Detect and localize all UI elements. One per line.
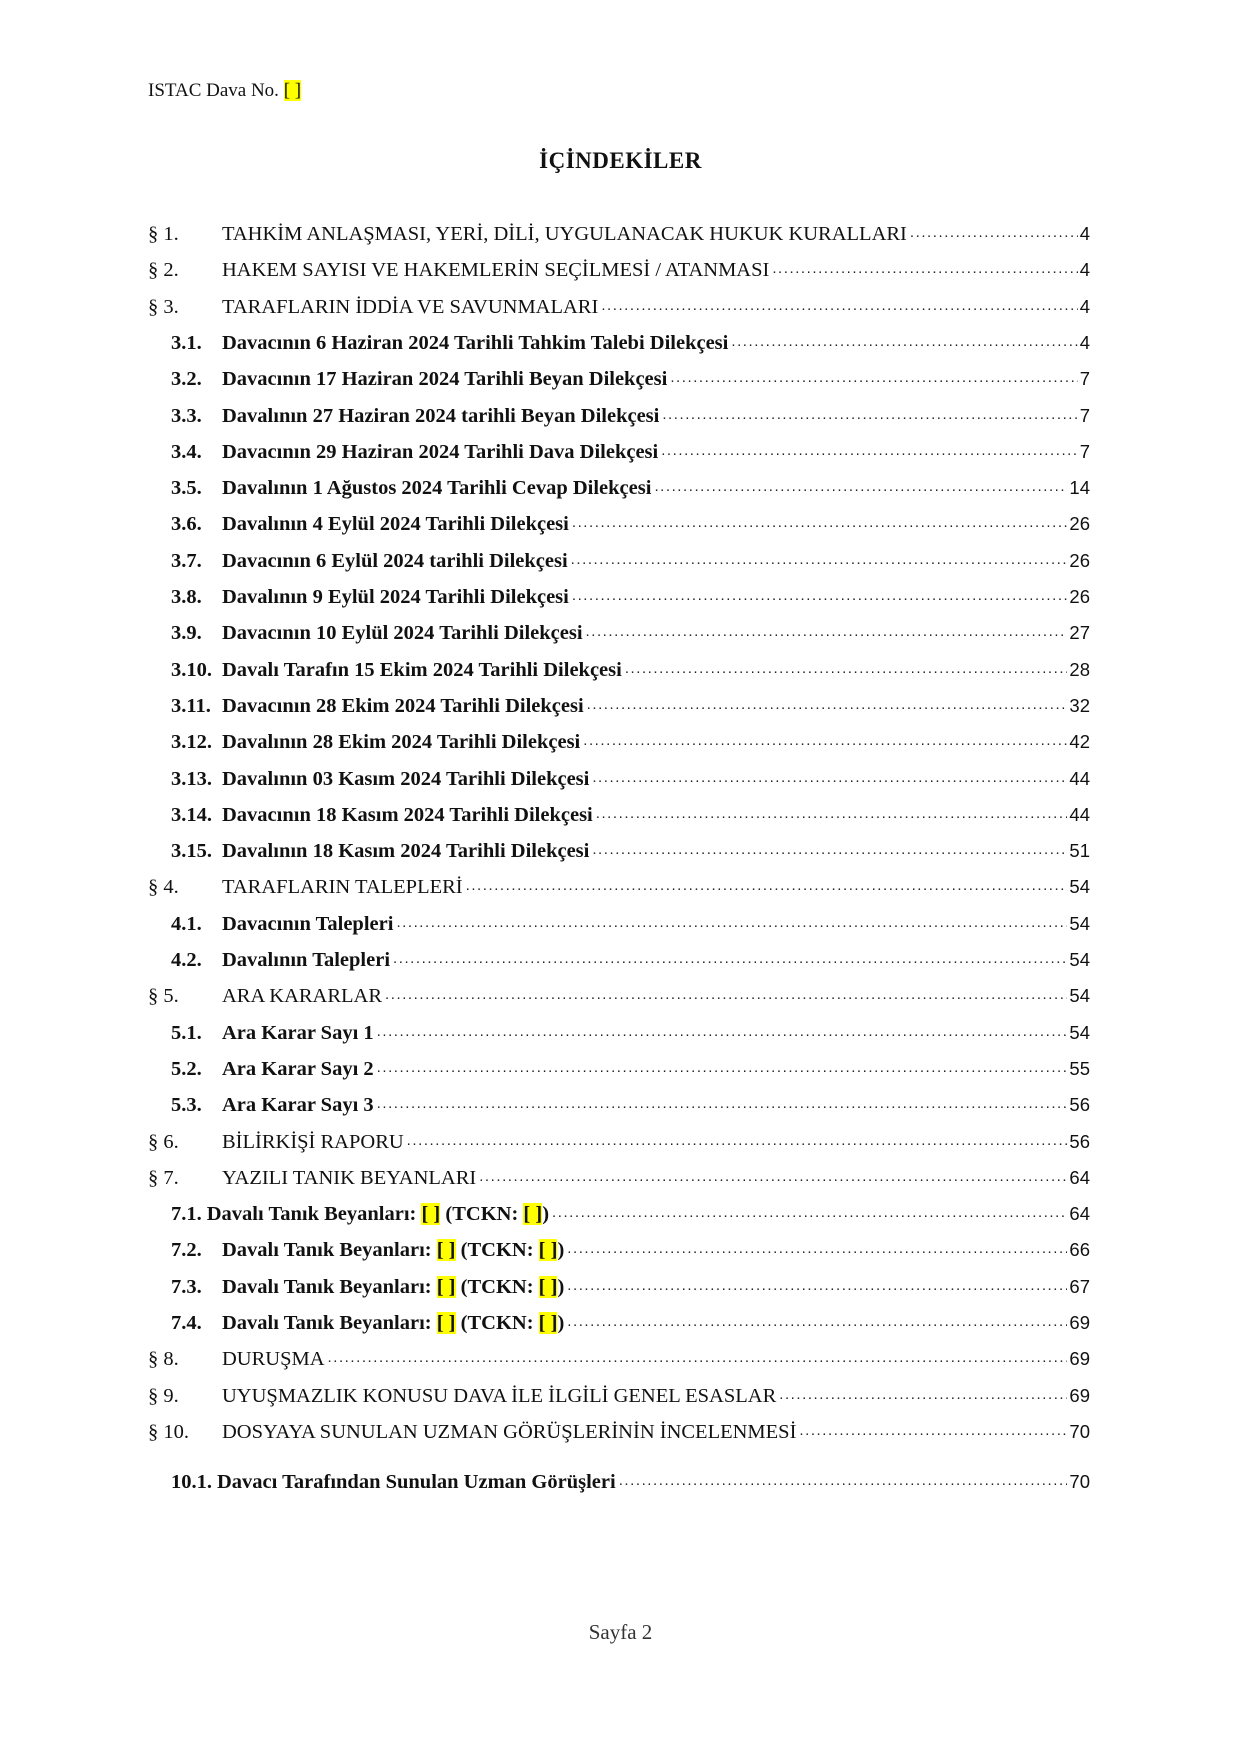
toc-entry-title: Davalının 4 Eylül 2024 Tarihli Dilekçesi xyxy=(222,513,569,536)
toc-entry[interactable] xyxy=(148,1196,1090,1226)
witness-label: Davalı Tanık Beyanları: xyxy=(206,1203,417,1226)
toc-entry-title: Davacı Tarafından Sunulan Uzman Görüşleri xyxy=(217,1471,616,1494)
toc-entry[interactable] xyxy=(148,833,1090,863)
toc-page-number: 26 xyxy=(1069,549,1090,571)
toc-entry-title: ARA KARARLAR xyxy=(222,985,383,1008)
toc-entry[interactable] xyxy=(148,216,1090,246)
toc-page-number: 26 xyxy=(1069,513,1090,535)
toc-entry-number: 3.7. xyxy=(171,549,202,572)
toc-page-number: 64 xyxy=(1069,1203,1090,1225)
toc-entry-number: 3.2. xyxy=(171,368,202,391)
toc-entry-title: Davalının Talepleri xyxy=(222,949,391,971)
toc-dot-leader xyxy=(572,586,1068,609)
case-number-placeholder[interactable]: [ ] xyxy=(283,80,302,101)
toc-dot-leader xyxy=(586,622,1068,645)
toc-entry[interactable] xyxy=(148,978,1090,1008)
toc-page-number: 7 xyxy=(1079,368,1090,390)
toc-entry[interactable] xyxy=(148,1305,1090,1335)
toc-entry[interactable] xyxy=(148,434,1090,464)
toc-entry[interactable] xyxy=(148,1464,1090,1494)
toc-page-number: 7 xyxy=(1079,404,1090,426)
toc-entry[interactable] xyxy=(148,869,1090,899)
toc-entry[interactable] xyxy=(148,761,1090,791)
toc-entry-number: 3.14. xyxy=(171,803,212,826)
toc-entry-title: Ara Karar Sayı 1 xyxy=(222,1021,374,1044)
toc-entry-title: Davacının 6 Eylül 2024 tarihli Dilekçesi xyxy=(222,549,568,572)
toc-page-number: 42 xyxy=(1069,731,1090,753)
witness-label: Davalı Tanık Beyanları: xyxy=(222,1312,432,1334)
toc-dot-leader xyxy=(466,876,1068,899)
toc-page-number: 69 xyxy=(1069,1312,1090,1333)
toc-entry-number: § 2. xyxy=(148,259,179,282)
toc-entry-number: § 6. xyxy=(148,1130,179,1153)
toc-entry-number: 7.1. xyxy=(171,1203,202,1226)
toc-page-number: 66 xyxy=(1069,1239,1090,1261)
toc-entry-number: 4.1. xyxy=(171,912,202,935)
toc-entry-title xyxy=(222,1239,564,1262)
toc-entry[interactable] xyxy=(148,1232,1090,1262)
toc-dot-leader xyxy=(377,1022,1068,1045)
toc-entry[interactable] xyxy=(148,688,1090,718)
toc-entry-title: DURUŞMA xyxy=(222,1348,325,1371)
toc-page-number: 56 xyxy=(1069,1130,1090,1152)
toc-dot-leader xyxy=(910,223,1078,246)
tckn-label: (TCKN: xyxy=(460,1275,534,1298)
toc-entry[interactable] xyxy=(148,724,1090,754)
toc-page-number: 44 xyxy=(1069,767,1090,789)
toc-entry-title: YAZILI TANIK BEYANLARI xyxy=(222,1166,477,1189)
toc-dot-leader xyxy=(592,768,1067,791)
toc-dot-leader xyxy=(479,1167,1067,1190)
toc-page-number: 70 xyxy=(1069,1471,1090,1493)
toc-dot-leader xyxy=(572,513,1068,536)
toc-entry-title: Davalının 18 Kasım 2024 Tarihli Dilekçesi xyxy=(222,840,590,863)
toc-entry-number: 3.5. xyxy=(171,477,202,500)
toc-entry-number: 3.10. xyxy=(171,658,212,681)
toc-entry[interactable] xyxy=(148,1124,1090,1154)
toc-dot-leader xyxy=(571,550,1068,573)
toc-entry-number: 3.9. xyxy=(171,622,202,645)
toc-entry[interactable] xyxy=(148,361,1090,391)
document-header xyxy=(148,80,301,102)
toc-page-number: 56 xyxy=(1069,1094,1090,1116)
toc-entry-title xyxy=(207,1203,549,1226)
toc-page-number: 69 xyxy=(1069,1384,1090,1406)
toc-entry-number: 3.6. xyxy=(171,513,202,536)
toc-page-number: 55 xyxy=(1069,1057,1090,1079)
witness-name-placeholder[interactable]: [ ] xyxy=(436,1275,456,1298)
toc-page-number: 54 xyxy=(1069,876,1090,898)
toc-dot-leader xyxy=(567,1276,1067,1299)
toc-entry[interactable] xyxy=(148,615,1090,645)
toc-dot-leader xyxy=(567,1239,1067,1262)
toc-dot-leader xyxy=(407,1131,1068,1154)
toc-entry-number: 5.1. xyxy=(171,1021,202,1044)
toc-entry[interactable] xyxy=(148,252,1090,282)
tckn-placeholder[interactable]: [ ] xyxy=(523,1203,543,1226)
toc-entry-number: 3.3. xyxy=(171,404,202,427)
toc-dot-leader xyxy=(661,441,1077,464)
toc-entry[interactable] xyxy=(148,470,1090,500)
toc-dot-leader xyxy=(552,1203,1067,1226)
closing-paren: ) xyxy=(542,1203,550,1226)
toc-dot-leader xyxy=(662,405,1077,428)
toc-entry-number: § 5. xyxy=(148,985,179,1008)
toc-entry-title xyxy=(222,1312,564,1335)
toc-dot-leader xyxy=(670,368,1077,391)
toc-page-number: 14 xyxy=(1069,477,1090,499)
toc-dot-leader xyxy=(772,259,1077,282)
witness-label: Davalı Tanık Beyanları: xyxy=(222,1239,432,1262)
closing-paren: ) xyxy=(557,1275,565,1298)
toc-entry-number: § 10. xyxy=(148,1420,189,1443)
toc-page-number: 70 xyxy=(1069,1420,1090,1442)
toc-dot-leader xyxy=(799,1421,1067,1444)
toc-entry[interactable] xyxy=(148,398,1090,428)
toc-entry-title: TARAFLARIN TALEPLERİ xyxy=(222,876,463,899)
toc-entry-number: 3.4. xyxy=(171,440,202,463)
toc-entry[interactable] xyxy=(148,1087,1090,1117)
toc-entry-title: Davalının 9 Eylül 2024 Tarihli Dilekçesi xyxy=(222,586,569,608)
toc-dot-leader xyxy=(583,731,1067,754)
toc-dot-leader xyxy=(567,1312,1067,1335)
toc-dot-leader xyxy=(601,296,1077,319)
toc-dot-leader xyxy=(396,913,1067,936)
toc-entry[interactable] xyxy=(148,942,1090,972)
toc-dot-leader xyxy=(377,1058,1068,1081)
toc-page-number: 7 xyxy=(1079,440,1090,462)
toc-dot-leader xyxy=(625,659,1068,682)
toc-entry-title: UYUŞMAZLIK KONUSU DAVA İLE İLGİLİ GENEL ESASLAR xyxy=(222,1384,777,1407)
toc-entry[interactable] xyxy=(148,543,1090,573)
toc-entry-title: TARAFLARIN İDDİA VE SAVUNMALARI xyxy=(222,295,599,318)
toc-entry-number: 4.2. xyxy=(171,949,202,971)
toc-page-number: 54 xyxy=(1069,985,1090,1007)
witness-name-placeholder[interactable]: [ ] xyxy=(436,1239,456,1262)
toc-page-number: 4 xyxy=(1079,223,1090,244)
toc-entry-number: § 1. xyxy=(148,223,179,245)
toc-entry-number: 3.8. xyxy=(171,586,202,608)
witness-name-placeholder[interactable]: [ ] xyxy=(436,1312,456,1334)
page-number-footer: Sayfa 2 xyxy=(588,1620,653,1644)
toc-entry[interactable] xyxy=(148,652,1090,682)
toc-entry-number: 3.1. xyxy=(171,331,202,354)
toc-entry[interactable] xyxy=(148,1269,1090,1299)
toc-entry[interactable] xyxy=(148,797,1090,827)
toc-page-number: 67 xyxy=(1069,1275,1090,1297)
toc-page-number: 64 xyxy=(1069,1166,1090,1188)
toc-page-number: 44 xyxy=(1069,803,1090,825)
toc-dot-leader xyxy=(587,695,1068,718)
toc-page-number: 4 xyxy=(1079,331,1090,353)
closing-paren: ) xyxy=(557,1312,565,1334)
toc-page-number: 4 xyxy=(1079,295,1090,317)
toc-dot-leader xyxy=(596,804,1068,827)
toc-entry[interactable] xyxy=(148,1378,1090,1408)
toc-entry-title: Davacının 28 Ekim 2024 Tarihli Dilekçesi xyxy=(222,694,584,717)
toc-dot-leader xyxy=(592,840,1067,863)
toc-entry-title: Davalının 1 Ağustos 2024 Tarihli Cevap Dilekçesi xyxy=(222,477,652,500)
toc-page-number: 54 xyxy=(1069,949,1090,970)
toc-page-number: 54 xyxy=(1069,1021,1090,1043)
witness-label: Davalı Tanık Beyanları: xyxy=(222,1275,432,1298)
toc-entry-title: Ara Karar Sayı 2 xyxy=(222,1057,374,1080)
toc-entry-number: 7.4. xyxy=(171,1312,202,1334)
toc-entry-number: § 7. xyxy=(148,1166,179,1189)
toc-entry-title: Davalının 28 Ekim 2024 Tarihli Dilekçesi xyxy=(222,731,581,754)
toc-entry-title: Davacının 18 Kasım 2024 Tarihli Dilekçesi xyxy=(222,803,593,826)
toc-entry-number: § 9. xyxy=(148,1384,179,1407)
toc-entry-number: 5.2. xyxy=(171,1057,202,1080)
toc-entry-number: § 8. xyxy=(148,1348,179,1371)
toc-entry-title: Davacının 6 Haziran 2024 Tarihli Tahkim Talebi Dilekçesi xyxy=(222,331,729,354)
toc-entry-number: § 3. xyxy=(148,295,179,318)
toc-entry-title: Ara Karar Sayı 3 xyxy=(222,1094,374,1117)
toc-page-number: 32 xyxy=(1069,694,1090,716)
toc-entry-title xyxy=(222,1276,564,1299)
toc-dot-leader xyxy=(328,1348,1068,1371)
toc-entry-number: 3.11. xyxy=(171,694,211,717)
toc-entry[interactable] xyxy=(148,579,1090,609)
tckn-placeholder[interactable]: [ ] xyxy=(538,1312,558,1334)
toc-entry-title: Davalının 27 Haziran 2024 tarihli Beyan Dilekçesi xyxy=(222,404,660,427)
page-title: İÇİNDEKİLER xyxy=(539,148,702,173)
toc-page-number: 28 xyxy=(1069,658,1090,680)
tckn-placeholder[interactable]: [ ] xyxy=(538,1239,558,1262)
toc-entry[interactable] xyxy=(148,1414,1090,1444)
toc-dot-leader xyxy=(377,1094,1068,1117)
toc-page-number: 26 xyxy=(1069,586,1090,607)
case-number-label: ISTAC Dava No. xyxy=(148,80,279,101)
toc-page-number: 54 xyxy=(1069,912,1090,934)
tckn-label: (TCKN: xyxy=(460,1239,534,1262)
toc-entry-number: § 4. xyxy=(148,876,179,899)
toc-entry[interactable] xyxy=(148,1160,1090,1190)
toc-entry[interactable] xyxy=(148,1015,1090,1045)
toc-entry[interactable] xyxy=(148,1051,1090,1081)
toc-entry-title: DOSYAYA SUNULAN UZMAN GÖRÜŞLERİNİN İNCELENMESİ xyxy=(222,1420,797,1443)
toc-entry-number: 5.3. xyxy=(171,1094,202,1117)
toc-entry-number: 3.12. xyxy=(171,731,212,754)
toc-entry-number: 7.2. xyxy=(171,1239,202,1262)
toc-entry-number: 3.13. xyxy=(171,767,212,790)
tckn-label: (TCKN: xyxy=(460,1312,534,1334)
toc-entry[interactable] xyxy=(148,289,1090,319)
toc-dot-leader xyxy=(654,477,1067,500)
toc-entry-title: TAHKİM ANLAŞMASI, YERİ, DİLİ, UYGULANACAK HUKUK KURALLARI xyxy=(222,223,907,245)
toc-entry-title: Davacının Talepleri xyxy=(222,912,394,935)
toc-entry-number: 10.1. xyxy=(171,1471,212,1494)
toc-entry-title: Davacının 10 Eylül 2024 Tarihli Dilekçesi xyxy=(222,622,583,645)
toc-entry-title: Davacının 29 Haziran 2024 Tarihli Dava Dilekçesi xyxy=(222,440,659,463)
toc-entry-title: Davacının 17 Haziran 2024 Tarihli Beyan Dilekçesi xyxy=(222,368,668,391)
toc-entry[interactable] xyxy=(148,1341,1090,1371)
toc-dot-leader xyxy=(779,1385,1067,1408)
toc-entry-title: BİLİRKİŞİ RAPORU xyxy=(222,1130,404,1153)
toc-entry-number: 3.15. xyxy=(171,840,212,863)
toc-entry-title: Davalı Tarafın 15 Ekim 2024 Tarihli Dilekçesi xyxy=(222,658,622,681)
toc-entry[interactable] xyxy=(148,506,1090,536)
toc-page-number: 4 xyxy=(1079,259,1090,281)
toc-entry-title: Davalının 03 Kasım 2024 Tarihli Dilekçesi xyxy=(222,767,590,790)
toc-entry-title: HAKEM SAYISI VE HAKEMLERİN SEÇİLMESİ / ATANMASI xyxy=(222,259,770,282)
toc-page-number: 69 xyxy=(1069,1348,1090,1370)
toc-page-number: 27 xyxy=(1069,622,1090,644)
closing-paren: ) xyxy=(557,1239,565,1262)
toc-dot-leader xyxy=(731,332,1077,355)
toc-dot-leader xyxy=(393,949,1067,972)
toc-entry[interactable] xyxy=(148,325,1090,355)
witness-name-placeholder[interactable]: [ ] xyxy=(421,1203,441,1226)
toc-dot-leader xyxy=(619,1471,1068,1494)
toc-entry-number: 7.3. xyxy=(171,1275,202,1298)
tckn-label: (TCKN: xyxy=(445,1203,519,1226)
toc-page-number: 51 xyxy=(1069,840,1090,862)
toc-entry[interactable] xyxy=(148,906,1090,936)
tckn-placeholder[interactable]: [ ] xyxy=(538,1275,558,1298)
toc-dot-leader xyxy=(385,985,1067,1008)
